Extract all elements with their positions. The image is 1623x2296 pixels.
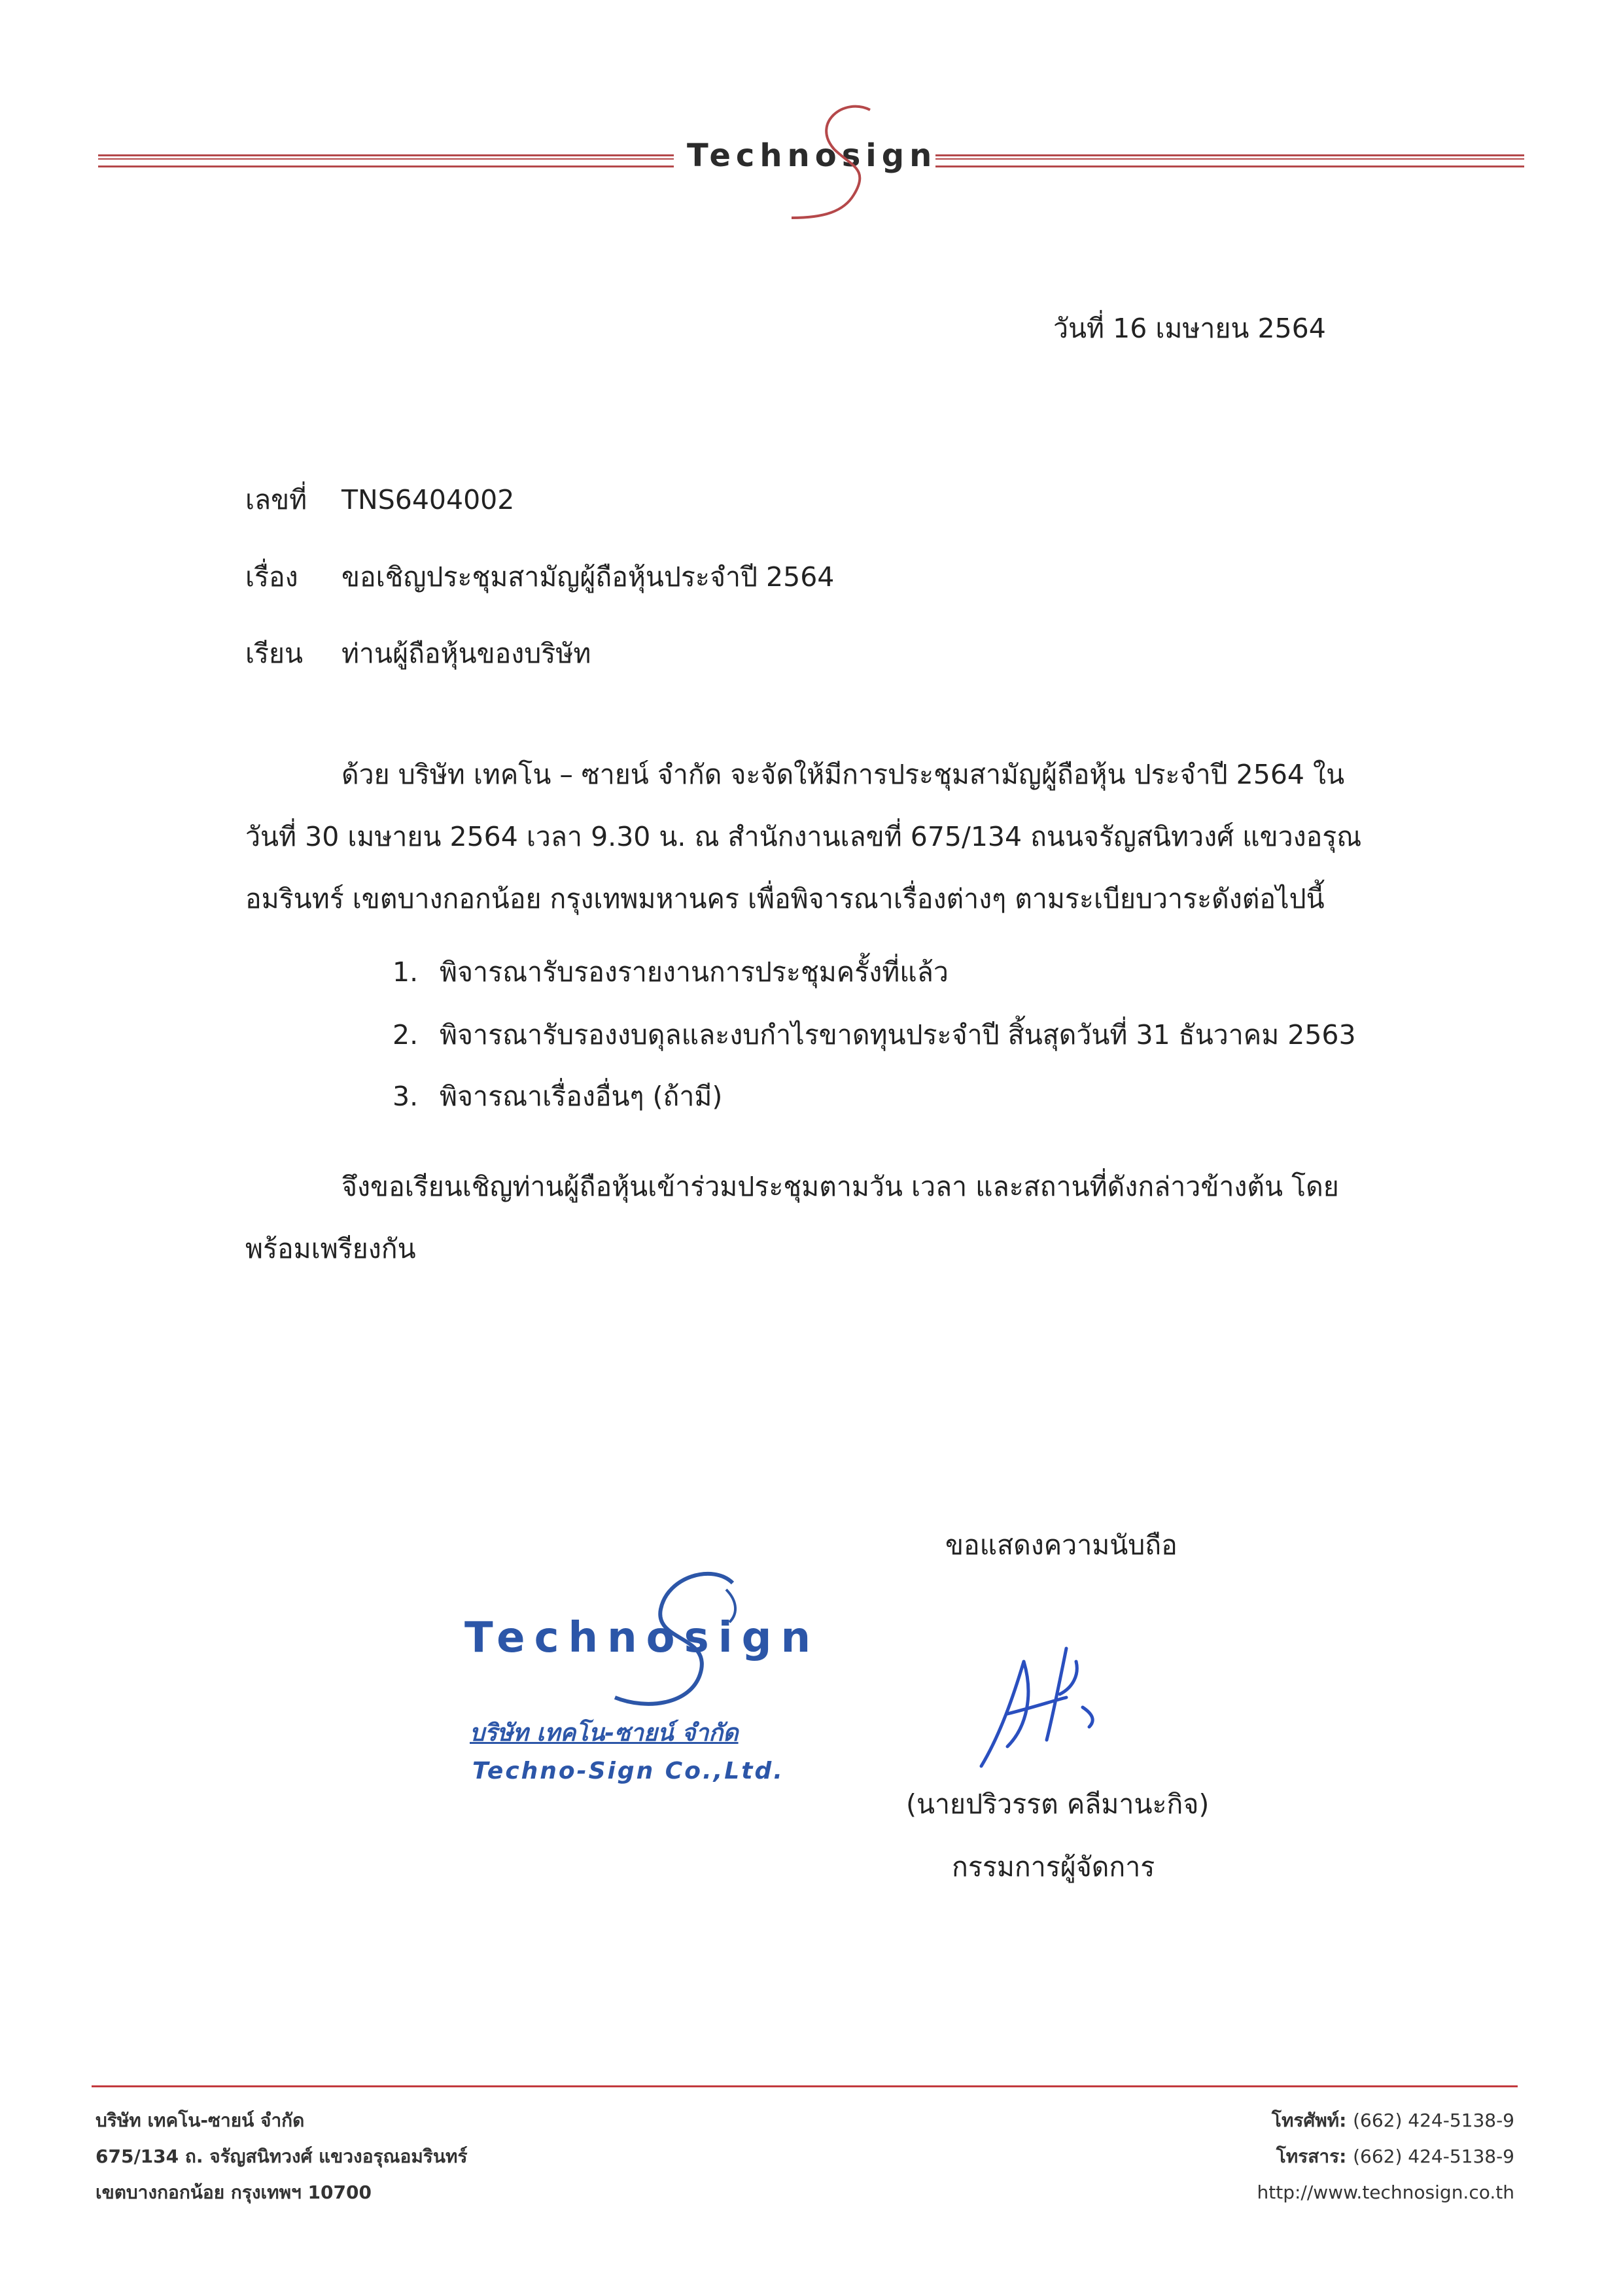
phone-value: (662) 424-5138-9 xyxy=(1353,2110,1514,2131)
fax-value: (662) 424-5138-9 xyxy=(1353,2146,1514,2167)
paragraph-line: พร้อมเพรียงกัน xyxy=(245,1233,416,1264)
signer-title: กรรมการผู้จัดการ xyxy=(952,1851,1155,1883)
to-value: ท่านผู้ถือหุ้นของบริษัท xyxy=(341,638,591,669)
letter-date: วันที่ 16 เมษายน 2564 xyxy=(1053,313,1326,344)
agenda-text: พิจารณารับรองรายงานการประชุมครั้งที่แล้ว xyxy=(440,956,949,988)
paragraph-line: วันที่ 30 เมษายน 2564 เวลา 9.30 น. ณ สำนักงานเลขที่ 675/134 ถนนจรัญสนิทวงศ์ แขวงอรุณ xyxy=(245,821,1362,852)
agenda-number: 3. xyxy=(393,1081,419,1112)
paragraph-line: อมรินทร์ เขตบางกอกน้อย กรุงเทพมหานคร เพื่อพิจารณาเรื่องต่างๆ ตามระเบียบวาระดังต่อไปนี้ xyxy=(245,883,1325,914)
closing-regards: ขอแสดงความนับถือ xyxy=(945,1529,1178,1561)
footer-address-2: เขตบางกอกน้อย กรุงเทพฯ 10700 xyxy=(96,2182,372,2203)
subject-label: เรื่อง xyxy=(245,561,298,593)
header-logo-text: Technosign xyxy=(687,137,937,174)
signer-name: (นายปริวรรต คลีมานะกิจ) xyxy=(906,1788,1210,1820)
footer-rule xyxy=(92,2085,1518,2087)
footer-website: http://www.technosign.co.th xyxy=(1257,2182,1514,2203)
footer-address-1: 675/134 ถ. จรัญสนิทวงศ์ แขวงอรุณอมรินทร์ xyxy=(96,2146,468,2167)
ref-value: TNS6404002 xyxy=(341,484,515,515)
subject-value: ขอเชิญประชุมสามัญผู้ถือหุ้นประจำปี 2564 xyxy=(341,561,835,593)
ref-label: เลขที่ xyxy=(245,484,307,515)
footer-phone xyxy=(1272,2112,1514,2130)
agenda-text: พิจารณาเรื่องอื่นๆ (ถ้ามี) xyxy=(440,1081,723,1112)
header-rule-right xyxy=(935,154,1524,167)
agenda-number: 1. xyxy=(393,956,419,988)
to-label: เรียน xyxy=(245,638,304,669)
paragraph-line: ด้วย บริษัท เทคโน – ซายน์ จำกัด จะจัดให้มีการประชุมสามัญผู้ถือหุ้น ประจำปี 2564 ใน xyxy=(341,759,1345,790)
phone-label: โทรศัพท์: xyxy=(1271,2110,1347,2131)
header-logo-swoosh-icon xyxy=(772,97,903,228)
agenda-text: พิจารณารับรองงบดุลและงบกำไรขาดทุนประจำปี สิ้นสุดวันที่ 31 ธันวาคม 2563 xyxy=(440,1019,1356,1051)
fax-label: โทรสาร: xyxy=(1276,2146,1347,2167)
header-rule-left xyxy=(98,154,674,167)
stamp-thai-name: บริษัท เทคโน-ซายน์ จำกัด xyxy=(470,1720,739,1747)
stamp-brand-text: Technosign xyxy=(464,1614,820,1662)
stamp-english-name: Techno-Sign Co.,Ltd. xyxy=(472,1758,784,1784)
stamp-swoosh-icon xyxy=(589,1563,759,1720)
signature xyxy=(962,1635,1132,1779)
paragraph-line: จึงขอเรียนเชิญท่านผู้ถือหุ้นเข้าร่วมประชุมตามวัน เวลา และสถานที่ดังกล่าวข้างต้น โดย xyxy=(341,1171,1339,1202)
agenda-number: 2. xyxy=(393,1019,419,1051)
footer-company: บริษัท เทคโน-ซายน์ จำกัด xyxy=(96,2110,305,2131)
footer-fax xyxy=(1276,2148,1514,2166)
